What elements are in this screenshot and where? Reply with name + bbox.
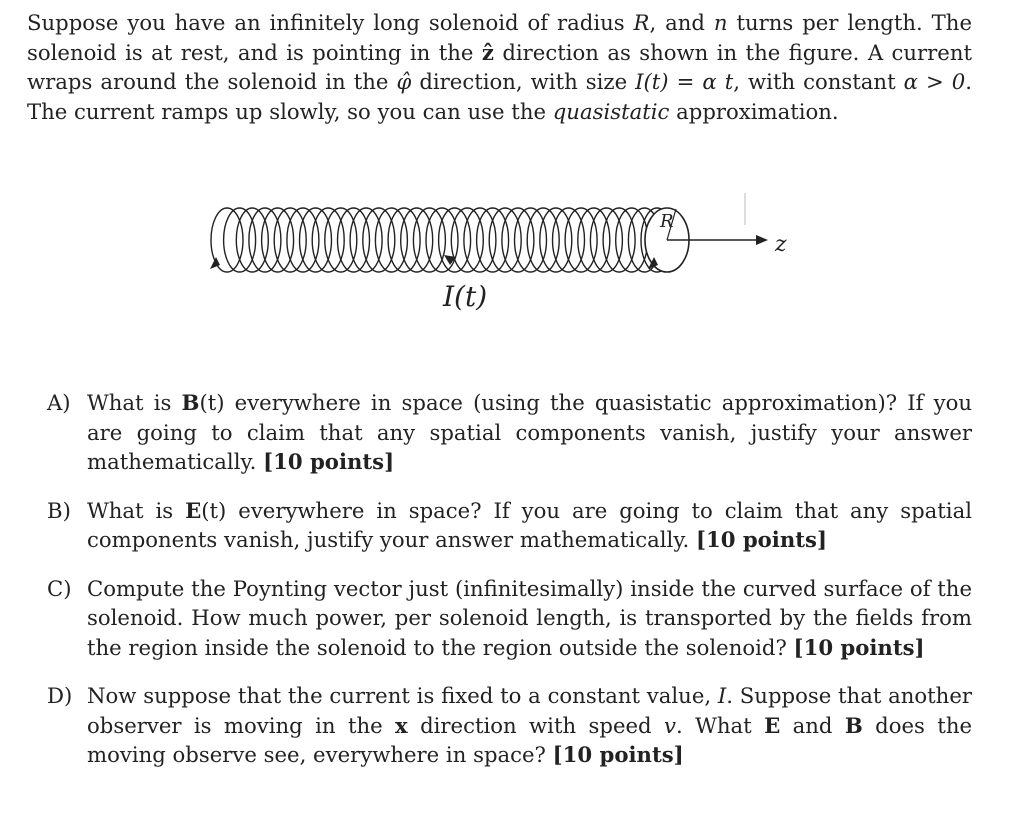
question-text: What is [87, 497, 186, 523]
coil-turn [603, 208, 635, 272]
question-b [47, 496, 972, 555]
solenoid-diagram [200, 185, 820, 325]
coil-turn [375, 208, 407, 272]
coil-turn [262, 208, 294, 272]
coil-turn [363, 208, 395, 272]
question-text: . Suppose that another observer is moving in the [87, 683, 972, 738]
speed-symbol: v [663, 712, 676, 738]
coil-turn [540, 208, 572, 272]
question-text: (t) everywhere in space (using the quasistatic approximation)? If you are going to claim that any spatial components vanish, justify your answer mathematically. [87, 390, 972, 474]
current-label: I(t) [443, 280, 488, 313]
coil-turn [616, 208, 648, 272]
turns-symbol: n [713, 10, 728, 35]
question-text: . What [675, 712, 765, 738]
question-text: Now suppose that the current is fixed to a constant value, [87, 683, 718, 708]
question-a [47, 388, 972, 477]
intro-text: turns per length. The solenoid is at rest, and is pointing in the [27, 10, 972, 65]
question-label: C) [47, 575, 72, 601]
intro-text: approximation. [669, 98, 839, 124]
vector-e: E [764, 712, 781, 738]
question-text: direction with speed [407, 712, 664, 738]
question-c [47, 574, 972, 663]
coil-turn [464, 208, 496, 272]
coil-turn [578, 208, 610, 272]
coil-turn [565, 208, 597, 272]
points-badge: [10 points] [695, 527, 827, 552]
coil-turn [300, 208, 332, 272]
points-badge: [10 points] [793, 634, 925, 660]
vector-b: B [181, 390, 200, 415]
quasistatic-term: quasistatic [552, 98, 670, 124]
alpha-condition: α > 0 [903, 69, 966, 94]
solenoid-figure [200, 185, 820, 325]
coil-turn [477, 208, 509, 272]
radius-symbol: R [633, 10, 650, 35]
question-d [47, 681, 972, 770]
intro-text: direction as shown in the figure. A current wraps around the solenoid in the [27, 39, 973, 94]
intro-text: . The current ramps up slowly, so you can use the [27, 69, 973, 124]
question-text: Compute the Poynting vector just (infinitesimally) inside the curved surface of the solenoid. How much power, per solenoid length, is transported by the fields from the region inside the solenoid to the region outside the solenoid? [87, 575, 972, 660]
coil-turn [312, 208, 344, 272]
intro-text: Suppose you have an infinitely long solenoid of radius [27, 10, 634, 35]
coil-turn [325, 208, 357, 272]
question-list [47, 388, 972, 770]
coil-turn [439, 208, 471, 272]
coil-turn [426, 208, 458, 272]
current-equation: I(t) = α t [635, 69, 734, 94]
coil-turn [489, 208, 521, 272]
question-text: (t) everywhere in space? If you are going to claim that any spatial components vanish, justify your answer mathematically. [87, 497, 972, 552]
question-text: and [780, 712, 845, 738]
radius-label: R [660, 211, 674, 232]
coil-turn [413, 208, 445, 272]
current-symbol: I [717, 683, 727, 708]
question-label: A) [47, 390, 71, 415]
vector-e: E [185, 497, 202, 523]
coil-turn [401, 208, 433, 272]
question-label: D) [47, 683, 73, 708]
intro-text: , with constant [733, 69, 904, 94]
problem-statement [27, 8, 972, 126]
question-text: What is [87, 390, 182, 415]
z-axis-arrowhead [756, 235, 768, 245]
coil-turn [224, 208, 256, 272]
vector-b: B [844, 712, 863, 738]
coil-turn [590, 208, 622, 272]
coil-turn [274, 208, 306, 272]
coil-turn [502, 208, 534, 272]
coil-turn [350, 208, 382, 272]
x-direction-symbol: x [395, 712, 408, 738]
coil-turn [338, 208, 370, 272]
coil-turn [553, 208, 585, 272]
z-axis-label: z [775, 232, 787, 257]
coil-turn [287, 208, 319, 272]
points-badge: [10 points] [552, 742, 684, 767]
coil-turn [515, 208, 547, 272]
coil-turn [527, 208, 559, 272]
question-text: does the moving observe see, everywhere in space? [87, 712, 972, 767]
coil-turn [236, 208, 268, 272]
coil-turn [249, 208, 281, 272]
coil-turn [451, 208, 483, 272]
z-hat-symbol: ẑ [481, 39, 494, 65]
question-label: B) [47, 497, 71, 523]
intro-text: , and [649, 10, 714, 35]
coil-turn [388, 208, 420, 272]
solenoid-coils [211, 208, 673, 272]
phi-hat-symbol: φ̂ [396, 69, 412, 94]
points-badge: [10 points] [263, 449, 395, 474]
intro-text: direction, with size [411, 69, 636, 94]
